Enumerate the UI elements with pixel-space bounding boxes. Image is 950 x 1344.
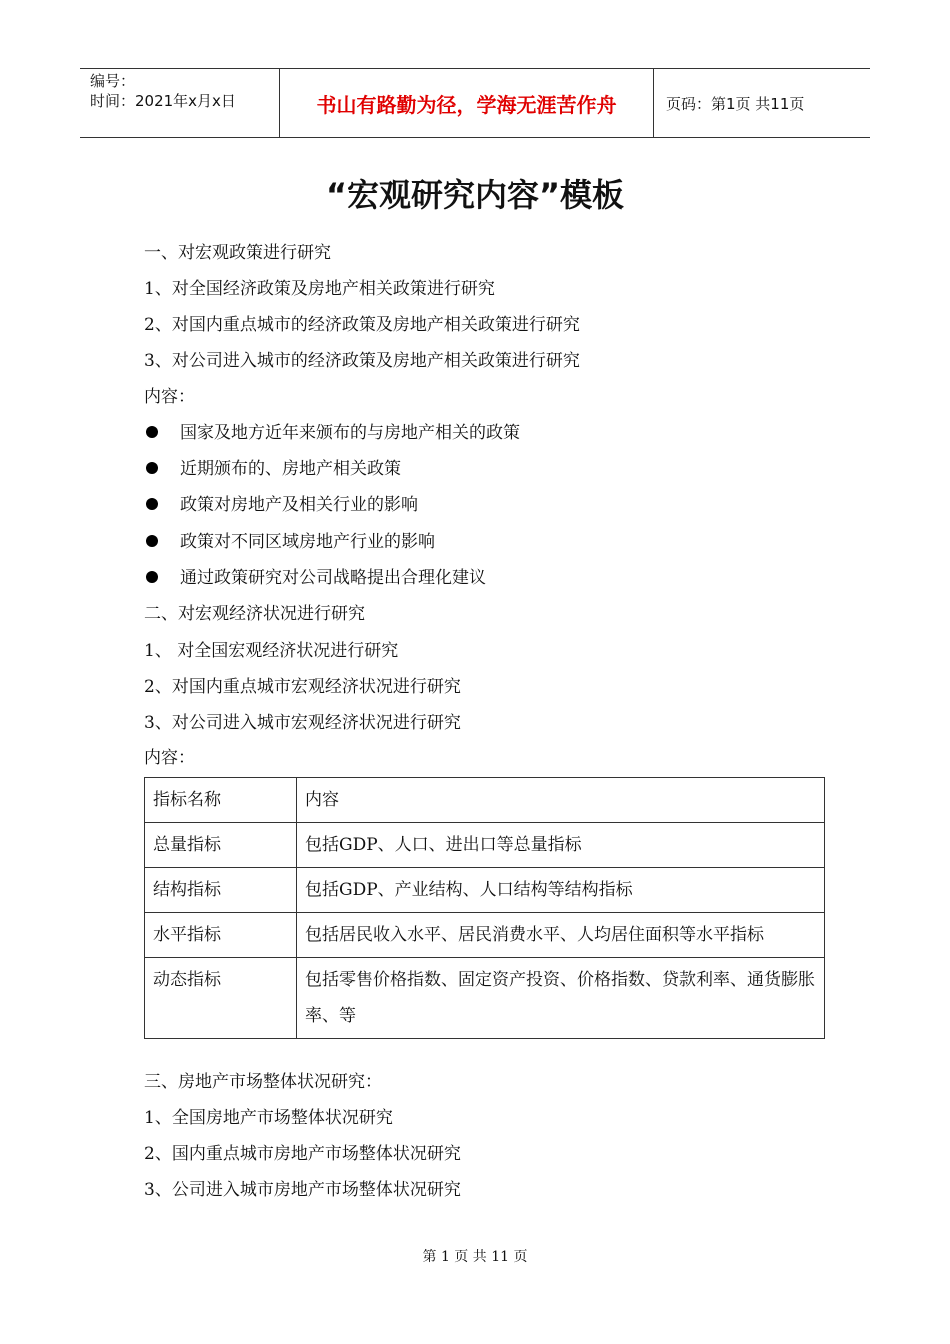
- section3-item: 2、国内重点城市房地产市场整体状况研究: [144, 1144, 461, 1164]
- table-cell: 包括零售价格指数、固定资产投资、价格指数、贷款利率、通货膨胀率、等: [297, 958, 825, 1039]
- table-cell: 包括GDP、产业结构、人口结构等结构指标: [297, 868, 825, 913]
- table-cell: 包括GDP、人口、进出口等总量指标: [297, 823, 825, 868]
- bullet-dot-icon: [146, 498, 158, 510]
- table-cell: 动态指标: [145, 958, 297, 1039]
- bullet-dot-icon: [146, 535, 158, 547]
- section2-item: 3、对公司进入城市宏观经济状况进行研究: [144, 713, 461, 733]
- table-row: [145, 958, 825, 1039]
- section3-item: 3、公司进入城市房地产市场整体状况研究: [144, 1180, 461, 1200]
- bullet-dot-icon: [146, 426, 158, 438]
- bullet-dot-icon: [146, 462, 158, 474]
- table-row: [145, 823, 825, 868]
- time-label: 时间：2021年x月x日: [90, 92, 236, 110]
- document-header: [80, 68, 870, 138]
- table-header-cell: 指标名称: [145, 778, 297, 823]
- table-header-row: [145, 778, 825, 823]
- section2-heading: 二、对宏观经济状况进行研究: [144, 604, 365, 624]
- bullet-text: 政策对房地产及相关行业的影响: [180, 495, 418, 515]
- indicator-table: [144, 777, 825, 1039]
- bullet-item: [144, 563, 486, 588]
- section3-item: 1、全国房地产市场整体状况研究: [144, 1108, 393, 1128]
- section1-item: 3、对公司进入城市的经济政策及房地产相关政策进行研究: [144, 351, 580, 371]
- section1-item: 1、对全国经济政策及房地产相关政策进行研究: [144, 279, 495, 299]
- table-cell: 包括居民收入水平、居民消费水平、人均居住面积等水平指标: [297, 913, 825, 958]
- bullet-item: [144, 454, 401, 479]
- table-cell: 总量指标: [145, 823, 297, 868]
- bullet-item: [144, 527, 435, 552]
- header-slogan: 书山有路勤为径，学海无涯苦作舟: [280, 69, 654, 137]
- section1-heading: 一、对宏观政策进行研究: [144, 243, 331, 263]
- section3-heading: 三、房地产市场整体状况研究：: [144, 1072, 382, 1092]
- header-page-info: 页码：第1页 共11页: [666, 94, 805, 113]
- table-row: [145, 913, 825, 958]
- bullet-text: 近期颁布的、房地产相关政策: [180, 459, 401, 479]
- table-row: [145, 868, 825, 913]
- bullet-text: 通过政策研究对公司战略提出合理化建议: [180, 568, 486, 588]
- bullet-text: 国家及地方近年来颁布的与房地产相关的政策: [180, 423, 520, 443]
- number-label: 编号：: [90, 72, 136, 90]
- section1-item: 2、对国内重点城市的经济政策及房地产相关政策进行研究: [144, 315, 580, 335]
- page-footer: 第 1 页 共 11 页: [422, 1249, 528, 1265]
- bullet-text: 政策对不同区域房地产行业的影响: [180, 532, 435, 552]
- table-cell: 水平指标: [145, 913, 297, 958]
- page-title: “宏观研究内容”模板: [325, 176, 625, 214]
- section2-item: 2、对国内重点城市宏观经济状况进行研究: [144, 677, 461, 697]
- section1-content-label: 内容：: [144, 387, 195, 407]
- section2-content-label: 内容：: [144, 748, 195, 768]
- bullet-item: [144, 490, 418, 515]
- bullet-dot-icon: [146, 571, 158, 583]
- section2-item: 1、 对全国宏观经济状况进行研究: [144, 641, 399, 661]
- bullet-item: [144, 418, 520, 443]
- table-header-cell: 内容: [297, 778, 825, 823]
- table-cell: 结构指标: [145, 868, 297, 913]
- header-meta: [80, 69, 280, 137]
